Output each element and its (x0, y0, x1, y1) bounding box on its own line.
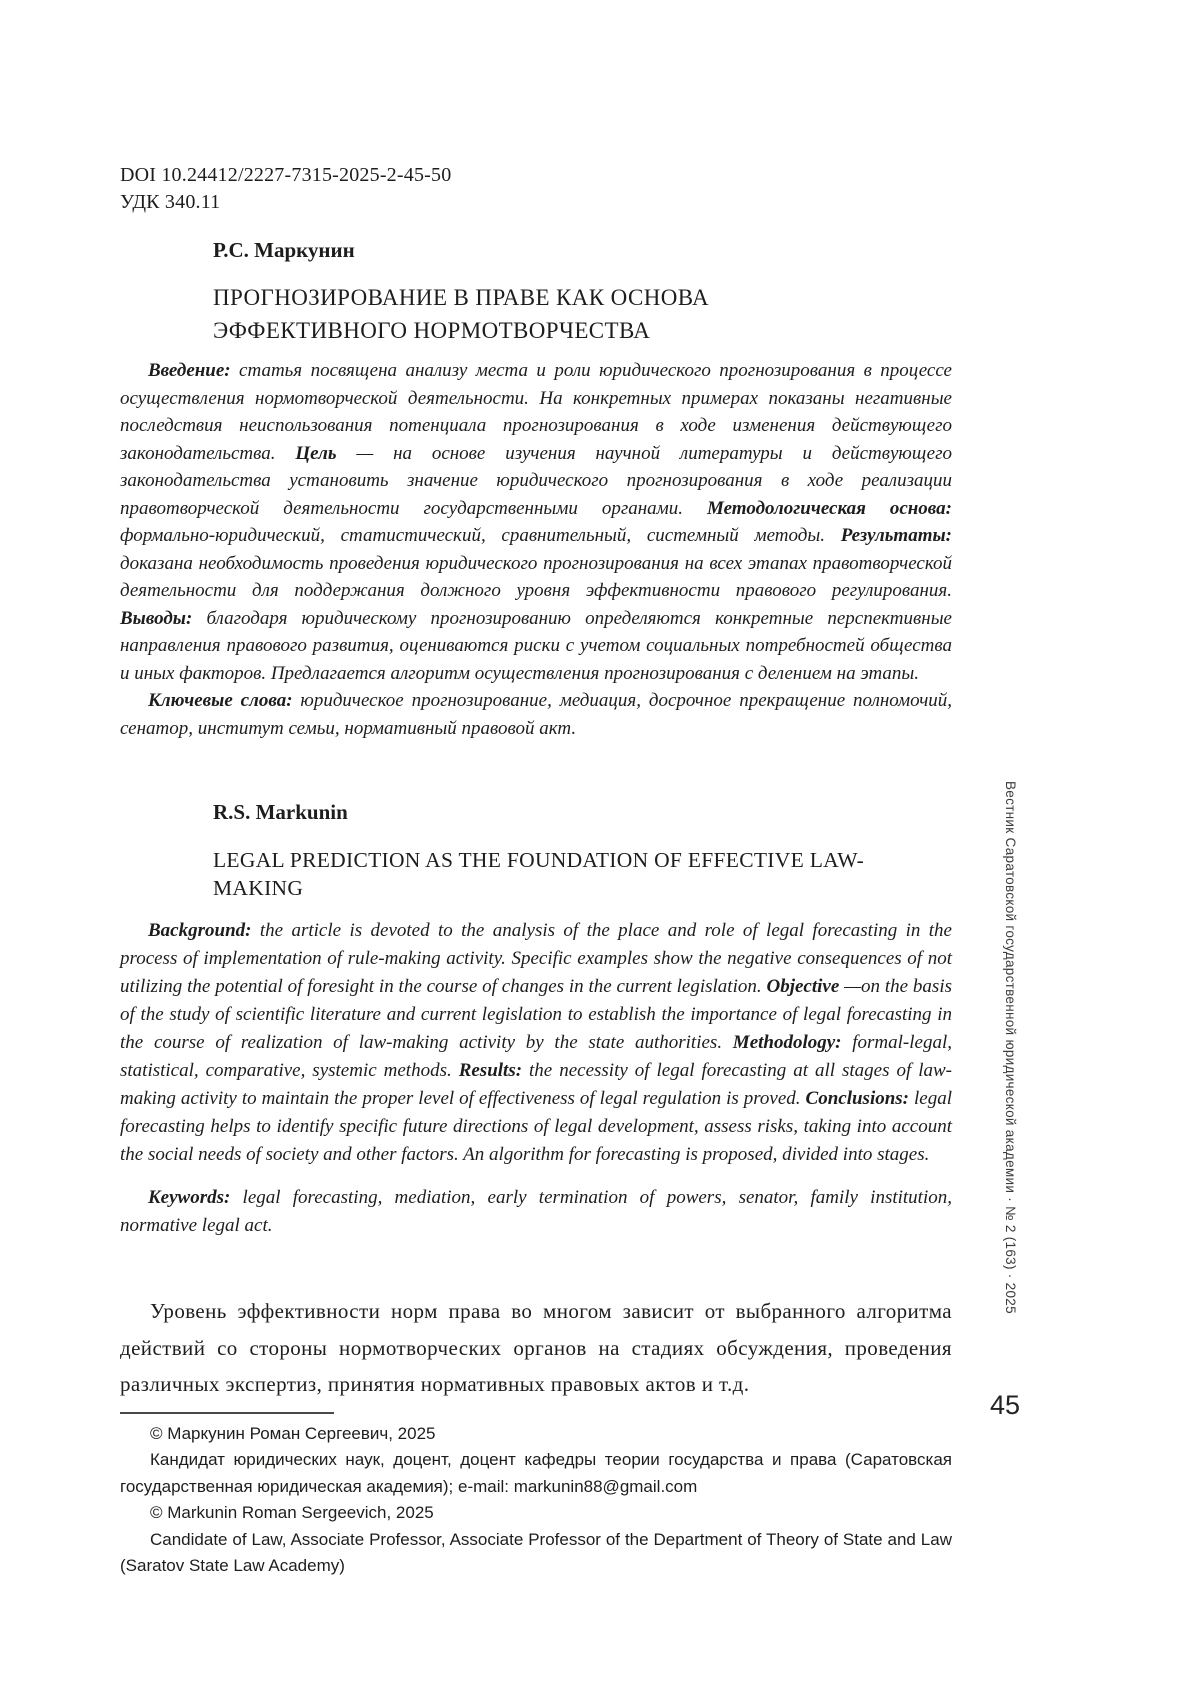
abstract-ru-label-vvedenie: Введение: (148, 360, 231, 381)
abstract-en-label-background: Background: (148, 920, 252, 941)
footnote-copyright-en: © Markunin Roman Sergeevich, 2025 (150, 1503, 434, 1522)
abstract-ru-label-metod: Методологическая основа: (706, 497, 952, 519)
article-title-ru-line2: ЭФФЕКТИВНОГО НОРМОТВОРЧЕСТВА (213, 318, 651, 343)
udk-line: УДК 340.11 (120, 191, 221, 213)
abstract-en (120, 917, 952, 1169)
keywords-ru (120, 687, 952, 742)
page-number: 45 (990, 1390, 1021, 1420)
doi-line: DOI 10.24412/2227-7315-2025-2-45-50 (120, 164, 452, 186)
abstract-en-label-objective: Objective (766, 976, 840, 997)
abstract-ru (120, 357, 952, 687)
abstract-en-text-9: legal forecasting helps to identify specific future directions of legal development, assess risks, taking into account the social needs of society and other factors. An algorithm for forecasting is proposed, divided into stages. (120, 1088, 952, 1165)
footnote-affiliation-ru: Кандидат юридических наук, доцент, доцент кафедры теории государства и права (Саратовская государственная юридическая академия); e-mail: markunin88@gmail.com (120, 1450, 952, 1496)
footnote-block (120, 1412, 952, 1580)
author-name-ru: Р.С. Маркунин (213, 238, 355, 262)
abstract-ru-text-7: доказана необходимость проведения юридического прогнозирования на всех этапах правотворческой деятельности для поддержания должного уровня эффективности правового регулирования. (120, 552, 952, 601)
article-title-ru-line1: ПРОГНОЗИРОВАНИЕ В ПРАВЕ КАК ОСНОВА (213, 285, 710, 310)
keywords-ru-label: Ключевые слова: (148, 690, 293, 711)
keywords-en-text: legal forecasting, mediation, early termination of powers, senator, family institution, normative legal act. (120, 1187, 952, 1236)
abstract-en-label-conclusions: Conclusions: (805, 1088, 910, 1109)
article-title-en: LEGAL PREDICTION AS THE FOUNDATION OF EFFECTIVE LAW-MAKING (213, 848, 865, 900)
body-paragraph: Уровень эффективности норм права во многом зависит от выбранного алгоритма действий со стороны нормотворческих органов на стадиях обсуждения, проведения различных экспертиз, принятия нормативных правовых актов и т.д. (120, 1299, 952, 1396)
author-name-en: R.S. Markunin (213, 800, 348, 824)
abstract-en-text-7: the necessity of legal forecasting at all stages of law-making activity to maintain the proper level of effectiveness of legal regulation is proved. (120, 1060, 953, 1109)
keywords-ru-text: юридическое прогнозирование, медиация, досрочное прекращение полномочий, сенатор, институт семьи, нормативный правовой акт. (120, 690, 953, 739)
abstract-en-label-results: Results: (458, 1060, 523, 1081)
footnote-affiliation-en: Candidate of Law, Associate Professor, Associate Professor of the Department of Theory of State and Law (Saratov State Law Academy) (120, 1529, 952, 1575)
abstract-ru-text-1: статья посвящена анализу места и роли юридического прогнозирования в процессе осуществления нормотворческой деятельности. На конкретных примерах показаны негативные последствия неиспользования потенциала прогнозирования в ходе изменения действующего законодательства. (120, 360, 952, 464)
abstract-en-text-3: —on the basis of the study of scientific literature and current legislation to establish the importance of legal forecasting in the course of realization of law-making activity by the state authorities. (120, 976, 952, 1053)
footnote-copyright-ru: © Маркунин Роман Сергеевич, 2025 (150, 1423, 436, 1443)
abstract-ru-text-3: — на основе изучения научной литературы и действующего законодательства установить значение юридического прогнозирования в ходе реализации правотворческой деятельности государственными органами. (120, 442, 952, 519)
abstract-ru-label-rezultaty: Результаты: (840, 525, 952, 546)
abstract-ru-text-9: благодаря юридическому прогнозированию определяются конкретные перспективные направления правового развития, оцениваются риски с учетом социальных потребностей общества и иных факторов. Предлагается алгоритм осуществления прогнозирования с делением на этапы. (120, 607, 952, 684)
abstract-en-text-1: the article is devoted to the analysis of the place and role of legal forecasting in the process of implementation of rule-making activity. Specific examples show the negative consequences of not utilizing the potential of foresight in the course of changes in the current legislation. (120, 920, 952, 997)
journal-name-vertical: Вестник Саратовской государственной юридической академии · № 2 (163) · 2025 (1003, 781, 1018, 1314)
abstract-en-label-methodology: Methodology: (732, 1032, 842, 1053)
keywords-en (120, 1184, 952, 1240)
article-title-ru (120, 281, 952, 347)
keywords-en-label: Keywords: (148, 1187, 231, 1208)
abstract-ru-label-vyvody: Выводы: (120, 607, 193, 629)
abstract-ru-label-tsel: Цель (295, 442, 337, 464)
footnote-separator (120, 1412, 334, 1414)
abstract-en-text-5: formal-legal, statistical, comparative, systemic methods. (120, 1032, 952, 1081)
main-column (120, 162, 952, 1580)
abstract-ru-text-5: формально-юридический, статистический, сравнительный, системный методы. (120, 525, 841, 546)
